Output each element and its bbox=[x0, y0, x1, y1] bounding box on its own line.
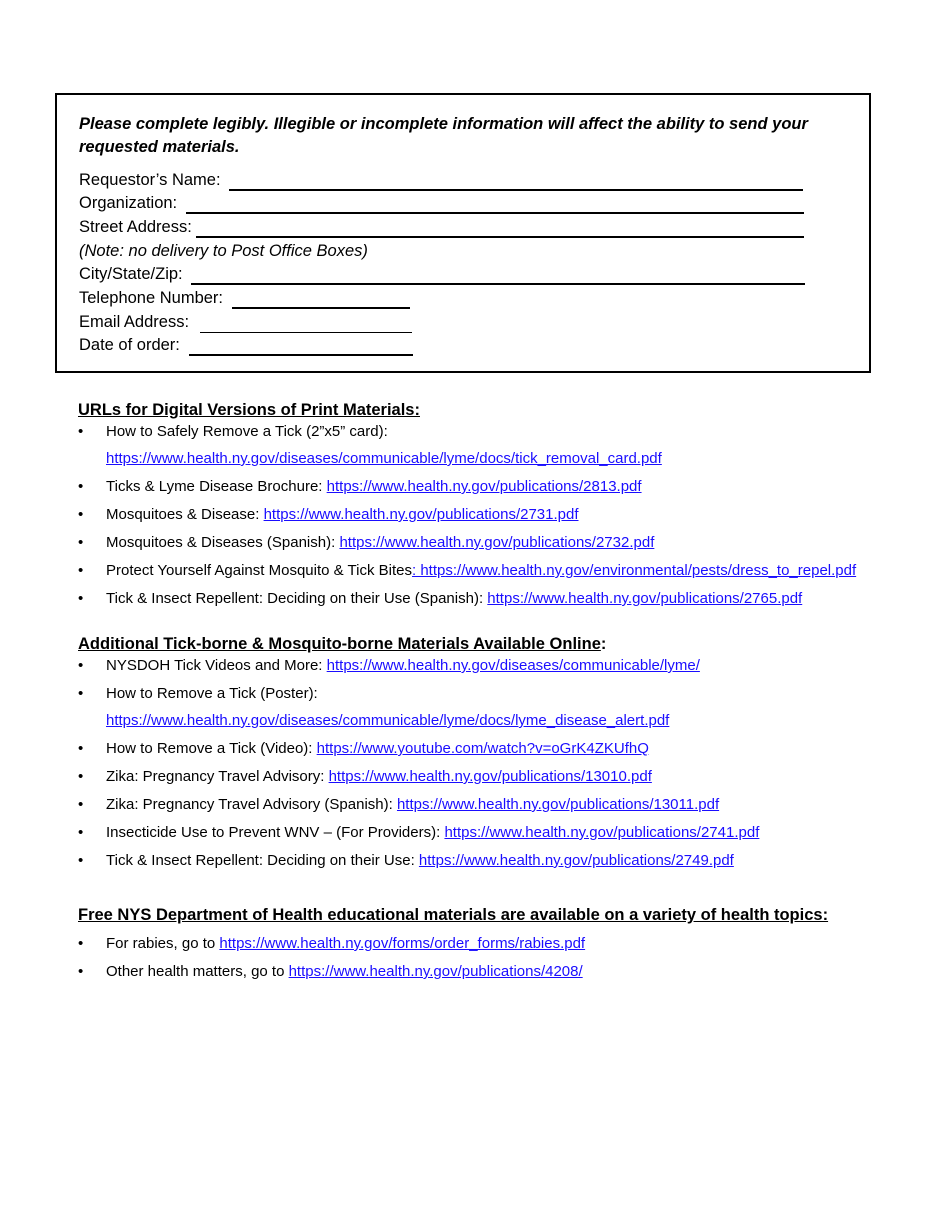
date-of-order-row bbox=[79, 334, 413, 356]
telephone-row bbox=[79, 287, 410, 309]
bullet: • bbox=[78, 478, 84, 495]
street-address-row bbox=[79, 216, 804, 238]
bullet: • bbox=[78, 768, 84, 785]
bullet: • bbox=[78, 963, 84, 980]
section3-list bbox=[78, 934, 585, 982]
section1-heading: URLs for Digital Versions of Print Materials: bbox=[78, 401, 420, 419]
item-label: How to Safely Remove a Tick (2”x5” card): bbox=[106, 423, 388, 440]
zika-advisory-link[interactable]: https://www.health.ny.gov/publications/13010.pdf bbox=[328, 768, 652, 785]
item-label: How to Remove a Tick (Poster): bbox=[106, 685, 318, 702]
list-item bbox=[78, 851, 759, 871]
bullet: • bbox=[78, 590, 84, 607]
item-label: Ticks & Lyme Disease Brochure: bbox=[106, 478, 327, 495]
date-of-order-field[interactable] bbox=[189, 337, 413, 356]
requestor-name-row bbox=[79, 169, 803, 191]
item-label: Mosquitoes & Diseases (Spanish): bbox=[106, 534, 340, 551]
email-row bbox=[79, 311, 412, 333]
bullet: • bbox=[78, 657, 84, 674]
publications-link[interactable]: https://www.health.ny.gov/publications/4208/ bbox=[288, 963, 583, 980]
bullet: • bbox=[78, 534, 84, 551]
list-item bbox=[78, 561, 856, 581]
bullet: • bbox=[78, 506, 84, 523]
bullet: • bbox=[78, 423, 84, 440]
list-item bbox=[78, 533, 856, 553]
dress-to-repel-link[interactable]: : https://www.health.ny.gov/environmental/pests/dress_to_repel.pdf bbox=[412, 562, 857, 579]
form-instructions: Please complete legibly. Illegible or incomplete information will affect the ability to send your requested materials. bbox=[79, 115, 808, 156]
city-state-zip-field[interactable] bbox=[191, 266, 805, 285]
lyme-alert-poster-link[interactable]: https://www.health.ny.gov/diseases/communicable/lyme/docs/lyme_disease_alert.pdf bbox=[106, 712, 670, 729]
bullet: • bbox=[78, 740, 84, 757]
street-address-field[interactable] bbox=[196, 219, 804, 238]
item-label: Tick & Insect Repellent: Deciding on their Use: bbox=[106, 852, 419, 869]
organization-row bbox=[79, 192, 804, 214]
item-label: Other health matters, go to bbox=[106, 963, 289, 980]
list-item bbox=[78, 962, 585, 982]
po-box-note: (Note: no delivery to Post Office Boxes) bbox=[79, 242, 368, 260]
list-item bbox=[78, 795, 759, 815]
item-label: Tick & Insect Repellent: Deciding on their Use (Spanish): bbox=[106, 590, 488, 607]
bullet: • bbox=[78, 852, 84, 869]
bullet: • bbox=[78, 685, 84, 702]
list-item bbox=[78, 823, 759, 843]
bullet: • bbox=[78, 824, 84, 841]
city-state-zip-row bbox=[79, 263, 805, 285]
email-field[interactable] bbox=[200, 315, 412, 333]
telephone-field[interactable] bbox=[232, 290, 410, 309]
item-label: Protect Yourself Against Mosquito & Tick Bites bbox=[106, 562, 412, 579]
item-label: How to Remove a Tick (Video): bbox=[106, 740, 317, 757]
section2-heading: Additional Tick-borne & Mosquito-borne Materials Available Online: bbox=[78, 635, 607, 653]
tick-videos-link[interactable]: https://www.health.ny.gov/diseases/communicable/lyme/ bbox=[326, 657, 700, 674]
section2-list bbox=[78, 656, 759, 871]
mosquitoes-disease-link[interactable]: https://www.health.ny.gov/publications/2731.pdf bbox=[263, 506, 579, 523]
item-label: Zika: Pregnancy Travel Advisory: bbox=[106, 768, 329, 785]
mosquitoes-disease-spanish-link[interactable]: https://www.health.ny.gov/publications/2732.pdf bbox=[339, 534, 655, 551]
date-of-order-label: Date of order: bbox=[79, 336, 180, 354]
lyme-brochure-link[interactable]: https://www.health.ny.gov/publications/2813.pdf bbox=[326, 478, 642, 495]
requestor-name-label: Requestor’s Name: bbox=[79, 171, 221, 189]
item-label: Zika: Pregnancy Travel Advisory (Spanish): bbox=[106, 796, 397, 813]
list-item bbox=[78, 767, 759, 787]
request-form bbox=[55, 93, 871, 373]
list-item bbox=[78, 684, 759, 731]
bullet: • bbox=[78, 935, 84, 952]
list-item bbox=[78, 422, 856, 469]
city-state-zip-label: City/State/Zip: bbox=[79, 265, 183, 283]
section1-list bbox=[78, 422, 856, 609]
zika-advisory-spanish-link[interactable]: https://www.health.ny.gov/publications/13011.pdf bbox=[396, 796, 720, 813]
list-item bbox=[78, 505, 856, 525]
list-item bbox=[78, 589, 856, 609]
list-item bbox=[78, 739, 759, 759]
repellent-spanish-link[interactable]: https://www.health.ny.gov/publications/2765.pdf bbox=[487, 590, 803, 607]
requestor-name-field[interactable] bbox=[229, 172, 803, 191]
organization-field[interactable] bbox=[186, 195, 804, 214]
list-item bbox=[78, 477, 856, 497]
item-label: NYSDOH Tick Videos and More: bbox=[106, 657, 327, 674]
list-item bbox=[78, 934, 585, 954]
tick-removal-video-link[interactable]: https://www.youtube.com/watch?v=oGrK4ZKUfhQ bbox=[316, 740, 649, 757]
bullet: • bbox=[78, 562, 84, 579]
item-label: For rabies, go to bbox=[106, 935, 220, 952]
list-item bbox=[78, 656, 759, 676]
repellent-use-link[interactable]: https://www.health.ny.gov/publications/2749.pdf bbox=[418, 852, 734, 869]
street-address-label: Street Address: bbox=[79, 218, 192, 236]
item-label: Mosquitoes & Disease: bbox=[106, 506, 264, 523]
organization-label: Organization: bbox=[79, 194, 178, 212]
item-label: Insecticide Use to Prevent WNV – (For Providers): bbox=[106, 824, 445, 841]
tick-removal-card-link[interactable]: https://www.health.ny.gov/diseases/communicable/lyme/docs/tick_removal_card.pdf bbox=[106, 450, 662, 467]
bullet: • bbox=[78, 796, 84, 813]
email-label: Email Address: bbox=[79, 313, 190, 331]
rabies-order-form-link[interactable]: https://www.health.ny.gov/forms/order_forms/rabies.pdf bbox=[219, 935, 586, 952]
section3-heading: Free NYS Department of Health educational materials are available on a variety of health topics: bbox=[78, 906, 829, 924]
insecticide-wnv-link[interactable]: https://www.health.ny.gov/publications/2741.pdf bbox=[444, 824, 760, 841]
telephone-label: Telephone Number: bbox=[79, 289, 224, 307]
